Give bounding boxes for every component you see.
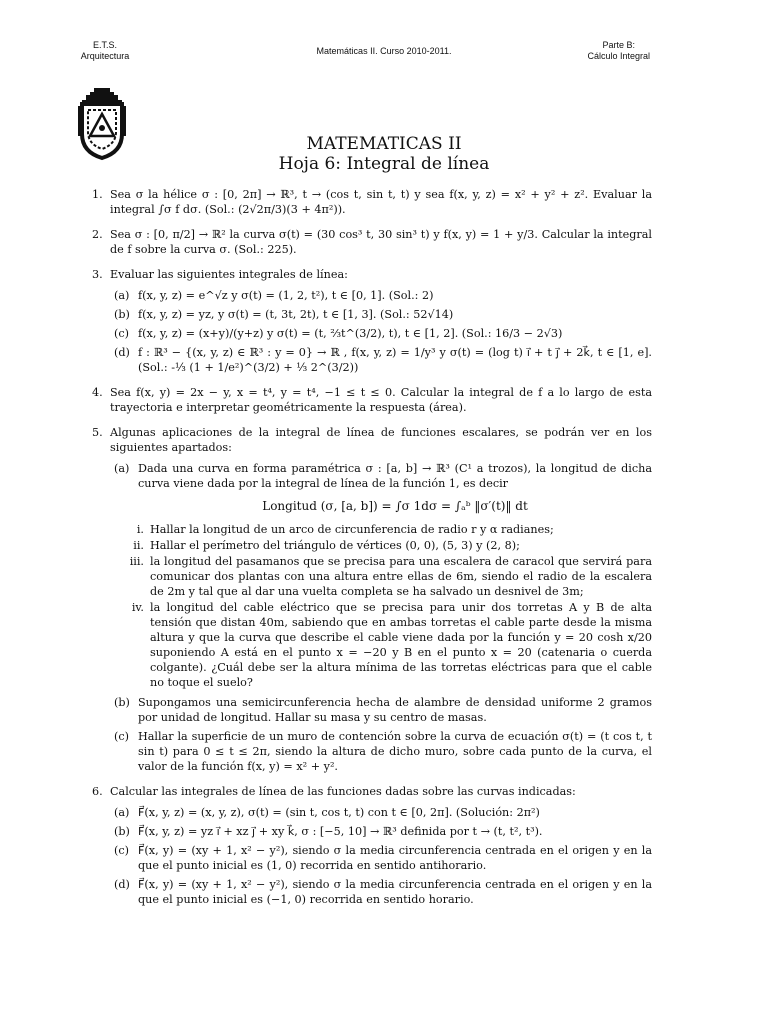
exercise-text: Sea σ : [0, π/2] → ℝ² la curva σ(t) = (30 cos³ t, 30 sin³ t) y f(x, y) = 1 + y/3. Calcular la integral de f sobre la curva σ. (Sol.: 225). — [110, 228, 652, 256]
roman-item — [110, 554, 652, 599]
roman-label: iii. — [129, 555, 144, 568]
exercise-text: Evaluar las siguientes integrales de línea: — [110, 268, 348, 281]
roman-text: Hallar la longitud de un arco de circunferencia de radio r y α radianes; — [150, 523, 554, 536]
header-center: Matemáticas II. Curso 2010-2011. — [316, 46, 452, 56]
sub-text: Dada una curva en forma paramétrica σ : [a, b] → ℝ³ (C¹ a trozos), la longitud de dicha curva viene dada por la integral de línea de la función 1, es decir — [138, 462, 652, 490]
page-title — [0, 134, 768, 174]
header-part-sub: Cálculo Integral — [587, 51, 650, 61]
exercise-6 — [92, 784, 652, 907]
sub-text: Hallar la superficie de un muro de contención sobre la curva de ecuación σ(t) = (t cos t, t sin t) para 0 ≤ t ≤ 2π, siendo la altura de dicho muro, sobre cada punto de la curva, el valor de la función f(x, y) = x² + y². — [138, 730, 652, 773]
exercise-3 — [92, 267, 652, 375]
exercise-5 — [92, 425, 652, 774]
exercise-list — [92, 187, 652, 917]
sub-label: (d) — [114, 878, 130, 891]
header-right — [587, 40, 650, 62]
roman-item — [110, 538, 652, 553]
exercise-2 — [92, 227, 652, 257]
sub-label: (c) — [114, 844, 129, 857]
exercise-number: 3. — [92, 268, 103, 281]
sub-text: f : ℝ³ − {(x, y, z) ∈ ℝ³ : y = 0} → ℝ , f(x, y, z) = 1/y³ y σ(t) = (log t) i⃗ + t j⃗ + 2k⃗, t ∈ [1, e]. (Sol.: -⅓ (1 + 1/e²)^(3/2) + ⅓ 2^(3/2)) — [138, 346, 652, 374]
sub-item-b — [110, 695, 652, 725]
roman-text: Hallar el perímetro del triángulo de vértices (0, 0), (5, 3) y (2, 8); — [150, 539, 520, 552]
exercise-text: Sea f(x, y) = 2x − y, x = t⁴, y = t⁴, −1 ≤ t ≤ 0. Calcular la integral de f a lo largo de esta trayectoria e interpretar geométricamente la respuesta (área). — [110, 386, 652, 414]
roman-item — [110, 522, 652, 537]
sub-item — [110, 345, 652, 375]
sub-label: (c) — [114, 730, 129, 743]
sub-item — [110, 805, 652, 820]
header-part: Parte B: — [602, 40, 635, 50]
sub-item-a — [110, 461, 652, 514]
exercise-number: 1. — [92, 188, 103, 201]
roman-label: iv. — [131, 601, 144, 614]
roman-label: ii. — [133, 539, 144, 552]
exercise-1 — [92, 187, 652, 217]
sub-label: (c) — [114, 327, 129, 340]
sub-label: (b) — [114, 308, 130, 321]
exercise-number: 4. — [92, 386, 103, 399]
title-sheet: Hoja 6: Integral de línea — [278, 154, 490, 174]
sub-text: F⃗(x, y, z) = (x, y, z), σ(t) = (sin t, cos t, t) con t ∈ [0, 2π]. (Solución: 2π²) — [138, 806, 540, 819]
sub-text: F⃗(x, y, z) = yz i⃗ + xz j⃗ + xy k⃗, σ : [−5, 10] → ℝ³ definida por t → (t, t², t³). — [138, 825, 543, 838]
exercise-number: 6. — [92, 785, 103, 798]
roman-text: la longitud del cable eléctrico que se precisa para unir dos torretas A y B de alta tensión que distan 40m, sabiendo que en ambas torretas el cable parte desde la misma altura y que la curva que describe el cable viene dada por la función y = 20 cosh x/20 suponiendo A está en el punto x = −20 y B en el punto x = 20 (catenaria o cuerda colgante). ¿Cuál debe ser la altura mínima de las torretas eléctricas para que el cable no toque el suelo? — [150, 601, 652, 689]
sub-item — [110, 877, 652, 907]
length-formula: Longitud (σ, [a, b]) = ∫σ 1dσ = ∫ₐᵇ ‖σ′(t)‖ dt — [262, 499, 528, 513]
roman-label: i. — [136, 523, 144, 536]
exercise-number: 5. — [92, 426, 103, 439]
exercise-text: Calcular las integrales de línea de las funciones dadas sobre las curvas indicadas: — [110, 785, 576, 798]
sub-label: (a) — [114, 806, 130, 819]
sub-label: (b) — [114, 696, 130, 709]
sub-text: f(x, y, z) = (x+y)/(y+z) y σ(t) = (t, ⅔t^(3/2), t), t ∈ [1, 2]. (Sol.: 16/3 − 2√3) — [138, 327, 563, 340]
sub-label: (d) — [114, 346, 130, 359]
sub-text: f(x, y, z) = e^√z y σ(t) = (1, 2, t²), t ∈ [0, 1]. (Sol.: 2) — [138, 289, 434, 302]
sub-item — [110, 824, 652, 839]
exercise-number: 2. — [92, 228, 103, 241]
exercise-text: Algunas aplicaciones de la integral de línea de funciones escalares, se podrán ver en los siguientes apartados: — [110, 426, 652, 454]
header-school: E.T.S. — [92, 40, 117, 50]
sub-text: f(x, y, z) = yz, y σ(t) = (t, 3t, 2t), t ∈ [1, 3]. (Sol.: 52√14) — [138, 308, 454, 321]
roman-text: la longitud del pasamanos que se precisa para una escalera de caracol que servirá para comunicar dos plantas con una altura entre ellas de 6m, siendo el radio de la escalera de 2m y tal que al dar una vuelta completa se ha salvado un desnivel de 3m; — [150, 555, 652, 598]
sub-item — [110, 843, 652, 873]
sub-item — [110, 307, 652, 322]
exercise-4 — [92, 385, 652, 415]
sub-item-c — [110, 729, 652, 774]
exercise-text: Sea σ la hélice σ : [0, 2π] → ℝ³, t → (cos t, sin t, t) y sea f(x, y, z) = x² + y² + z². Evaluar la integral ∫σ f dσ. (Sol.: (2√2π/3)(3 + 4π²)). — [110, 188, 652, 216]
sub-label: (b) — [114, 825, 130, 838]
roman-item — [110, 600, 652, 690]
sub-text: Supongamos una semicircunferencia hecha de alambre de densidad uniforme 2 gramos por unidad de longitud. Hallar su masa y su centro de masas. — [138, 696, 652, 724]
title-course: MATEMATICAS II — [306, 134, 462, 154]
sub-item — [110, 326, 652, 341]
sub-item — [110, 288, 652, 303]
sub-label: (a) — [114, 289, 130, 302]
sub-label: (a) — [114, 462, 130, 475]
sub-text: F⃗(x, y) = (xy + 1, x² − y²), siendo σ la media circunferencia centrada en el origen y en la que el punto inicial es (−1, 0) recorrida en sentido horario. — [138, 878, 652, 906]
sub-text: F⃗(x, y) = (xy + 1, x² − y²), siendo σ la media circunferencia centrada en el origen y en la que el punto inicial es (1, 0) recorrida en sentido antihorario. — [138, 844, 652, 872]
header-school-sub: Arquitectura — [80, 51, 130, 61]
